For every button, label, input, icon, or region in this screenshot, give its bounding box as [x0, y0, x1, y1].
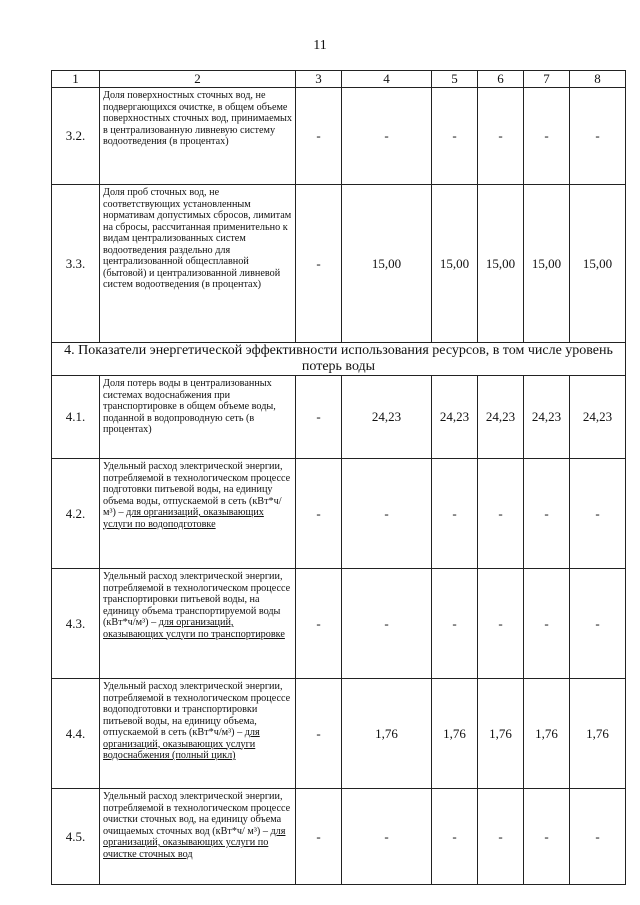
row-number: 3.2.	[52, 88, 100, 185]
column-header: 2	[100, 71, 296, 88]
description-main: Удельный расход электрической энергии, потребляемой в технологическом процессе подготовки питьевой воды, на единицу объема воды, отпускаемой в сеть (кВт*ч/м³) –	[103, 461, 291, 518]
value-cell: 1,76	[570, 679, 626, 789]
description-main: Доля потерь воды в централизованных системах водоснабжения при транспортировке в общем объеме воды, поданной в водопроводную сеть (в процентах)	[103, 378, 276, 435]
description-text	[103, 90, 292, 148]
row-number: 4.5.	[52, 789, 100, 885]
value-cell: -	[432, 88, 478, 185]
section-heading-row	[52, 343, 626, 376]
row-number: 4.3.	[52, 569, 100, 679]
indicator-description	[100, 459, 296, 569]
description-text	[103, 461, 292, 530]
table-row	[52, 569, 626, 679]
value-cell: -	[478, 789, 524, 885]
value-cell: -	[478, 88, 524, 185]
table-row	[52, 789, 626, 885]
value-cell: -	[570, 569, 626, 679]
value-cell: 24,23	[342, 376, 432, 459]
table-row	[52, 459, 626, 569]
value-cell: -	[432, 459, 478, 569]
column-header: 5	[432, 71, 478, 88]
value-cell: 24,23	[570, 376, 626, 459]
value-cell: 24,23	[524, 376, 570, 459]
description-text	[103, 571, 292, 640]
table-row	[52, 376, 626, 459]
value-cell: -	[432, 569, 478, 679]
description-underlined: для организаций, оказывающих услуги по водоподготовке	[103, 507, 264, 530]
value-cell: -	[524, 459, 570, 569]
value-cell: -	[296, 569, 342, 679]
value-cell: -	[524, 789, 570, 885]
indicator-description	[100, 679, 296, 789]
value-cell: 24,23	[478, 376, 524, 459]
value-cell: -	[296, 88, 342, 185]
value-cell: 1,76	[432, 679, 478, 789]
table-row	[52, 185, 626, 343]
section-title: 4. Показатели энергетической эффективности использования ресурсов, в том числе уровень потерь воды	[52, 343, 626, 376]
description-text	[103, 791, 292, 860]
value-cell: -	[478, 569, 524, 679]
row-number: 4.2.	[52, 459, 100, 569]
value-cell: 15,00	[524, 185, 570, 343]
column-header: 1	[52, 71, 100, 88]
indicator-description	[100, 376, 296, 459]
description-text	[103, 378, 292, 436]
description-main: Удельный расход электрической энергии, потребляемой в технологическом процессе очистки сточных вод, на единицу объема очищаемых сточных вод (кВт*ч/ м³) –	[103, 791, 291, 837]
indicator-description	[100, 569, 296, 679]
row-number: 3.3.	[52, 185, 100, 343]
description-text	[103, 681, 292, 762]
value-cell: -	[342, 569, 432, 679]
value-cell: -	[296, 789, 342, 885]
indicator-description	[100, 88, 296, 185]
description-main: Удельный расход электрической энергии, потребляемой в технологическом процессе водоподготовки и транспортировки питьевой воды, на единицу объема, отпускаемой в сеть (кВт*ч/м³) –	[103, 681, 291, 738]
value-cell: -	[570, 789, 626, 885]
table-row	[52, 679, 626, 789]
value-cell: -	[296, 185, 342, 343]
value-cell: -	[342, 88, 432, 185]
column-header: 4	[342, 71, 432, 88]
value-cell: 1,76	[524, 679, 570, 789]
description-main: Доля проб сточных вод, не соответствующих установленным нормативам допустимых сбросов, лимитам на сбросы, рассчитанная применительно к видам централизованных систем водоотведения раздельно для централизованной общесплавной (бытовой) и централизованной ливневой систем водоотведения (в процентах)	[103, 187, 292, 290]
description-main: Удельный расход электрической энергии, потребляемой в технологическом процессе транспортировки питьевой воды, на единицу объема транспортируемой воды (кВт*ч/м³) –	[103, 571, 291, 628]
column-header: 3	[296, 71, 342, 88]
column-header-row	[52, 71, 626, 88]
row-number: 4.1.	[52, 376, 100, 459]
value-cell: 15,00	[478, 185, 524, 343]
indicator-description	[100, 789, 296, 885]
value-cell: -	[524, 88, 570, 185]
value-cell: 15,00	[432, 185, 478, 343]
description-underlined: для организаций, оказывающих услуги водоснабжения (полный цикл)	[103, 727, 260, 761]
value-cell: 15,00	[342, 185, 432, 343]
table-row	[52, 88, 626, 185]
column-header: 7	[524, 71, 570, 88]
page-number: 11	[313, 38, 327, 53]
description-text	[103, 187, 292, 291]
value-cell: -	[342, 789, 432, 885]
value-cell: -	[432, 789, 478, 885]
description-main: Доля поверхностных сточных вод, не подвергающихся очистке, в общем объеме поверхностных сточных вод, принимаемых в централизованную ливневую систему водоотведения (в процентах)	[103, 90, 292, 147]
value-cell: -	[296, 679, 342, 789]
column-header: 8	[570, 71, 626, 88]
value-cell: -	[478, 459, 524, 569]
value-cell: -	[296, 376, 342, 459]
column-header: 6	[478, 71, 524, 88]
value-cell: -	[524, 569, 570, 679]
value-cell: -	[570, 88, 626, 185]
value-cell: 24,23	[432, 376, 478, 459]
description-underlined: для организаций, оказывающих услуги по транспортировке	[103, 617, 285, 640]
row-number: 4.4.	[52, 679, 100, 789]
indicator-description	[100, 185, 296, 343]
value-cell: -	[342, 459, 432, 569]
value-cell: -	[570, 459, 626, 569]
indicators-table	[51, 70, 626, 885]
value-cell: 1,76	[342, 679, 432, 789]
value-cell: 15,00	[570, 185, 626, 343]
description-underlined: для организаций, оказывающих услуги по очистке сточных вод	[103, 825, 286, 860]
value-cell: 1,76	[478, 679, 524, 789]
value-cell: -	[296, 459, 342, 569]
